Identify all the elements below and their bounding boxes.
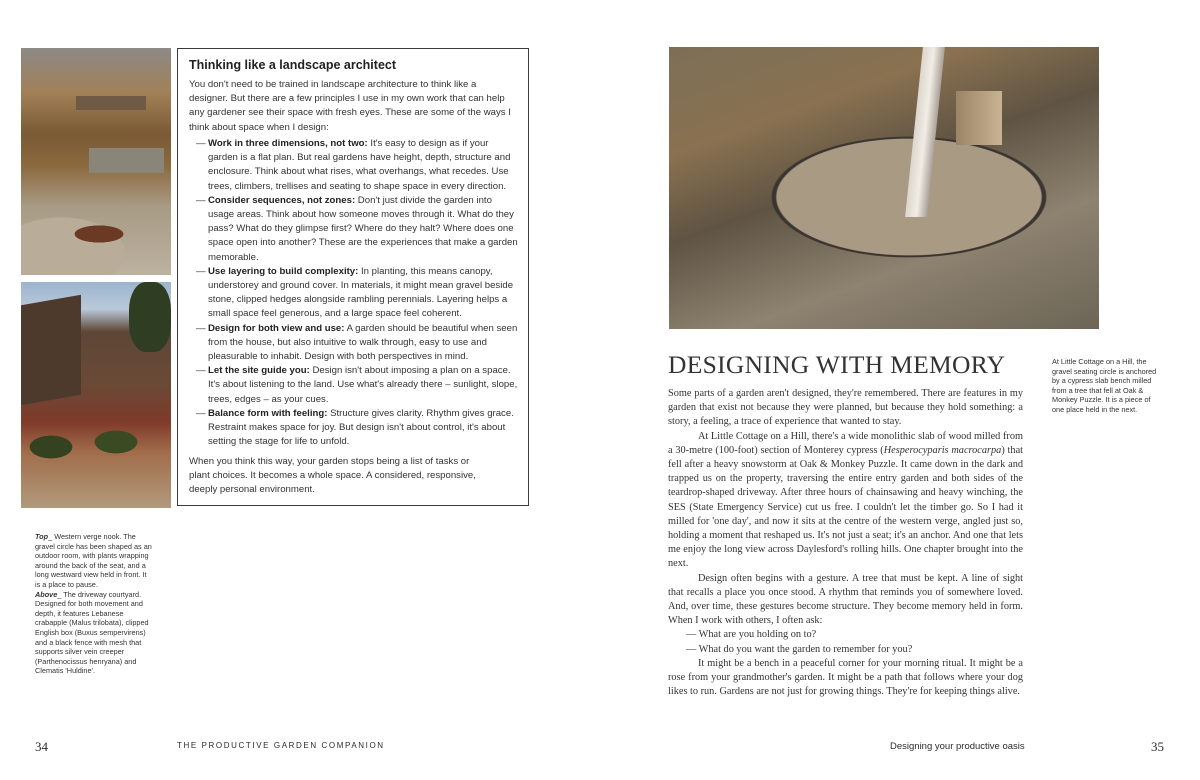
principle-item [196,322,518,365]
caption-label-above: Above [35,589,58,599]
photo-gravel-seating-circle [669,47,1099,329]
principle-lead: Let the site guide you: [208,365,310,377]
sidebar-title: Thinking like a landscape architect [189,58,397,72]
caption-label-top: Top [35,532,49,541]
principle-item [196,194,518,265]
photo-western-verge-nook [21,48,171,275]
botanical-name: Hesperocyparis macrocarpa [883,444,1002,456]
principle-lead: Design for both view and use: [208,322,345,334]
page-number-left: 34 [35,739,48,754]
question-item: — What do you want the garden to remember for you? [686,643,913,655]
principle-text: Structure gives clarity. Rhythm gives grace. Restraint makes space for joy. But design isn't about control, it's about setting the stage for life to unfold. [208,407,514,448]
page-number-right: 35 [1151,739,1164,754]
dash: — [196,138,206,149]
sidebar-principles-list [196,137,518,449]
chapter-heading: DESIGNING WITH MEMORY [668,350,1006,379]
sidebar-intro: You don't need to be trained in landscape architecture to think like a designer. But there are a few principles I use in my own work that can help any gardener see their space with fresh eyes. These are some of the ways I think about space when I design: [189,79,511,133]
paragraph: Design often begins with a gesture. A tree that must be kept. A line of sight that recalls a place you once stood. A rhythm that reminds you of somewhere loved. And, over time, these gestures become structure. They become memory held in form. When I work with others, I often ask: [668,572,1023,627]
principle-item [196,407,518,450]
paragraph-text: At Little Cottage on a Hill, there's a wide monolithic slab of wood milled from a 30-metre (100-foot) section of Monterey cypress ( [668,430,1023,456]
principle-item [196,364,518,407]
sidebar-outro: When you think this way, your garden stops being a list of tasks or plant choices. It becomes a whole space. A considered, responsive, deeply personal environment. [189,456,476,496]
principle-text: Design isn't about imposing a plan on a space. It's about listening to the land. Use what's already there – sunlight, slope, trees, edges – as your cues. [208,365,518,405]
caption-text-above: _ The driveway courtyard. Designed for both movement and depth, it features Lebanese crabapple (Malus trilobata), clipped English box (Buxus sempervirens) and a black fence with mesh that supports silver vein creeper (Parthenocissus henryana) and Clematis 'Huldine'. [35,589,149,676]
photo-driveway-courtyard [21,282,171,508]
principle-lead: Use layering to build complexity: [208,265,359,277]
paragraph-text: ) that fell after a heavy snowstorm at Oak & Monkey Puzzle. It came down in the dark and trapped us on the property, traversing the entire entry garden and both sides of the teardrop-shaped driveway. After three hours of chainsawing and heavy winching, the SES (State Emergency Service) cut us free. I couldn't let the timber go. So I had it milled for 'one day', and now it sits at the centre of the western verge, angled just so, holding a moment that reshaped us. It's not just a seat; it's an anchor. And one that lets me enjoy the long view across Daylesford's rolling hills. One chapter brought into the next. [668,444,1023,570]
dash: — [196,194,206,206]
dash: — [196,265,206,277]
principle-lead: Balance form with feeling: [208,407,328,419]
dash: — [196,365,206,377]
principle-item [196,137,518,194]
running-head-left: THE PRODUCTIVE GARDEN COMPANION [177,741,385,750]
paragraph: Some parts of a garden aren't designed, they're remembered. There are features in my garden that exist not because they were planned, but because they hold something: a story, a feeling, a trace of experience that wanted to stay. [668,388,1023,428]
principle-text: In planting, this means canopy, understorey and ground cover. In materials, it might mean gravel beside stone, clipped hedges alongside rambling perennials. Layering helps a small space feel generous, and a large space feel coherent. [208,265,514,320]
photo-caption-left [35,532,153,676]
dash: — [196,407,206,419]
principle-lead: Work in three dimensions, not two: [208,138,368,149]
question-item: — What are you holding on to? [686,629,817,641]
paragraph: It might be a bench in a peaceful corner for your morning ritual. It might be a rose from your grandmother's garden. It might be a path that follows where your dog likes to run. Gardens are not just for growing things. They're for keeping things alive. [668,657,1023,698]
article-body [668,387,1023,699]
principle-lead: Consider sequences, not zones: [208,194,356,206]
principle-item [196,265,518,322]
principle-text: A garden should be beautiful when seen from the house, but also intuitive to walk through, easy to use and pleasurable to inhabit. Design with both perspectives in mind. [208,322,518,363]
dash: — [196,322,206,334]
paragraph [668,430,1023,572]
principle-text: Don't just divide the garden into usage areas. Think about how someone moves through it. What do they pass? What do they glimpse first? Where do they halt? Where does one space open into another? These are the experiences that make a garden memorable. [208,194,518,263]
principle-text: It's easy to design as if your garden is a flat plan. But real gardens have height, depth, structure and enclosure. Think about what rises, what overhangs, what recedes. Use trees, climbers, trellises and seating to shape space in every direction. [208,138,511,192]
running-head-right: Designing your productive oasis [890,741,1025,752]
photo-caption-right: At Little Cottage on a Hill, the gravel seating circle is anchored by a cypress slab bench milled from a tree that fell at Oak & Monkey Puzzle. It is a piece of one place held in the next. [1052,357,1157,414]
caption-text-top: _ Western verge nook. The gravel circle has been shaped as an outdoor room, with plants wrapping around the back of the seat, and a long westward view held in front. It is a place to pause. [35,532,152,589]
